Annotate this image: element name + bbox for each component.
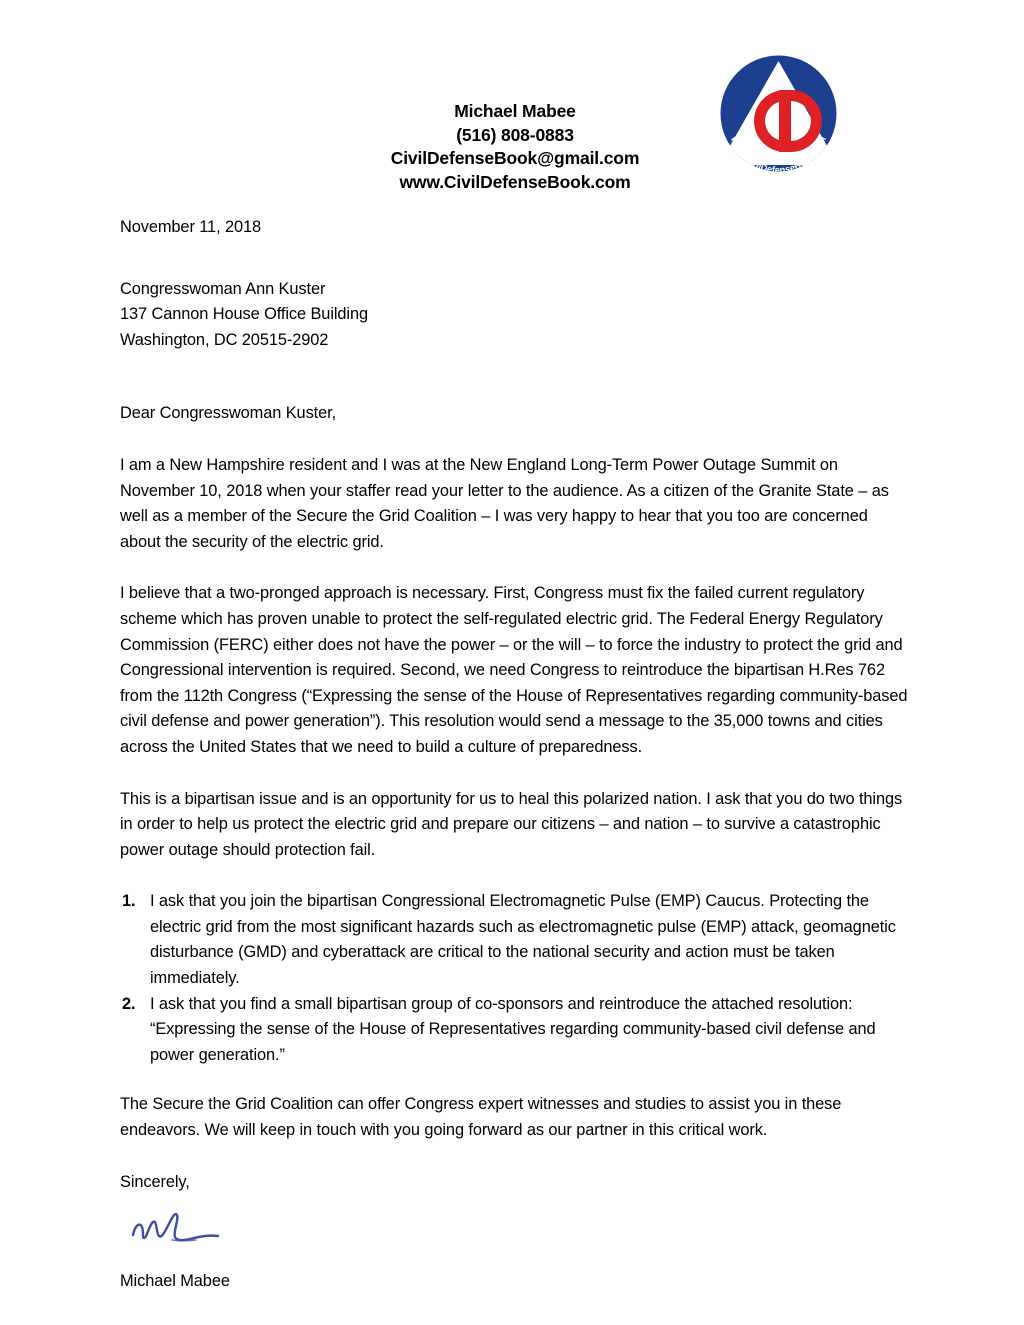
- recipient-city-state-zip: Washington, DC 20515-2902: [120, 330, 329, 349]
- handwritten-signature-icon: [128, 1209, 238, 1255]
- sender-name: Michael Mabee: [454, 101, 576, 121]
- logo-curved-text: www.CivilDefenseBook.com: [728, 135, 829, 176]
- recipient-address-block: [120, 277, 910, 354]
- signer-name: Michael Mabee: [120, 1272, 230, 1291]
- body-paragraph-3: This is a bipartisan issue and is an opportunity for us to heal this polarized nation. I ask that you do two things in order to help us protect the electric grid and prepare our citizens – and nation – to survive a catastrophic power outage should protection fail.: [120, 789, 903, 859]
- civil-defense-logo: [713, 48, 844, 179]
- body-paragraph-1: I am a New Hampshire resident and I was at the New England Long-Term Power Outage Summit on November 10, 2018 when your staffer read your letter to the audience. As a citizen of the Granite State – as well as a member of the Secure the Grid Coalition – I was very happy to hear that you too are concerned about the security of the electric grid.: [120, 455, 889, 551]
- sender-phone: (516) 808-0883: [456, 124, 574, 145]
- recipient-street: 137 Cannon House Office Building: [120, 305, 368, 324]
- action-items-list: [120, 889, 910, 1068]
- sign-off: Sincerely,: [120, 1172, 190, 1191]
- letterhead: [0, 0, 1024, 200]
- list-item: I ask that you join the bipartisan Congressional Electromagnetic Pulse (EMP) Caucus. Protecting the electric grid from the most significant hazards such as electromagnetic pulse (EMP) attack, geomagnetic disturbance (GMD) and cyberattack are critical to the national security and action must be taken immediately.: [150, 892, 896, 988]
- letter-body: [120, 215, 910, 1295]
- sender-email: CivilDefenseBook@gmail.com: [390, 148, 640, 168]
- closing-paragraph: The Secure the Grid Coalition can offer Congress expert witnesses and studies to assist you in these endeavors. We will keep in touch with you going forward as our partner in this critical work.: [120, 1095, 842, 1140]
- salutation: Dear Congresswoman Kuster,: [120, 404, 337, 423]
- body-paragraph-2: I believe that a two-pronged approach is necessary. First, Congress must fix the failed current regulatory scheme which has proven unable to protect the self-regulated electric grid. The Federal Energy Regulatory Commission (FERC) either does not have the power – or the will – to force the industry to protect the grid and Congressional intervention is required. Second, we need Congress to reintroduce the bipartisan H.Res 762 from the 112th Congress (“Expressing the sense of the House of Representatives regarding community-based civil defense and power generation”). This resolution would send a message to the 35,000 towns and cities across the United States that we need to build a culture of preparedness.: [120, 584, 908, 756]
- list-item: I ask that you find a small bipartisan group of co-sponsors and reintroduce the attached resolution: “Expressing the sense of the House of Representatives regarding community-based civil defense and power generation.”: [150, 994, 876, 1064]
- signature-area: [120, 1207, 910, 1269]
- recipient-name: Congresswoman Ann Kuster: [120, 279, 326, 298]
- sender-website: www.CivilDefenseBook.com: [399, 171, 631, 192]
- date-line: November 11, 2018: [120, 218, 262, 236]
- contact-block: [330, 100, 700, 194]
